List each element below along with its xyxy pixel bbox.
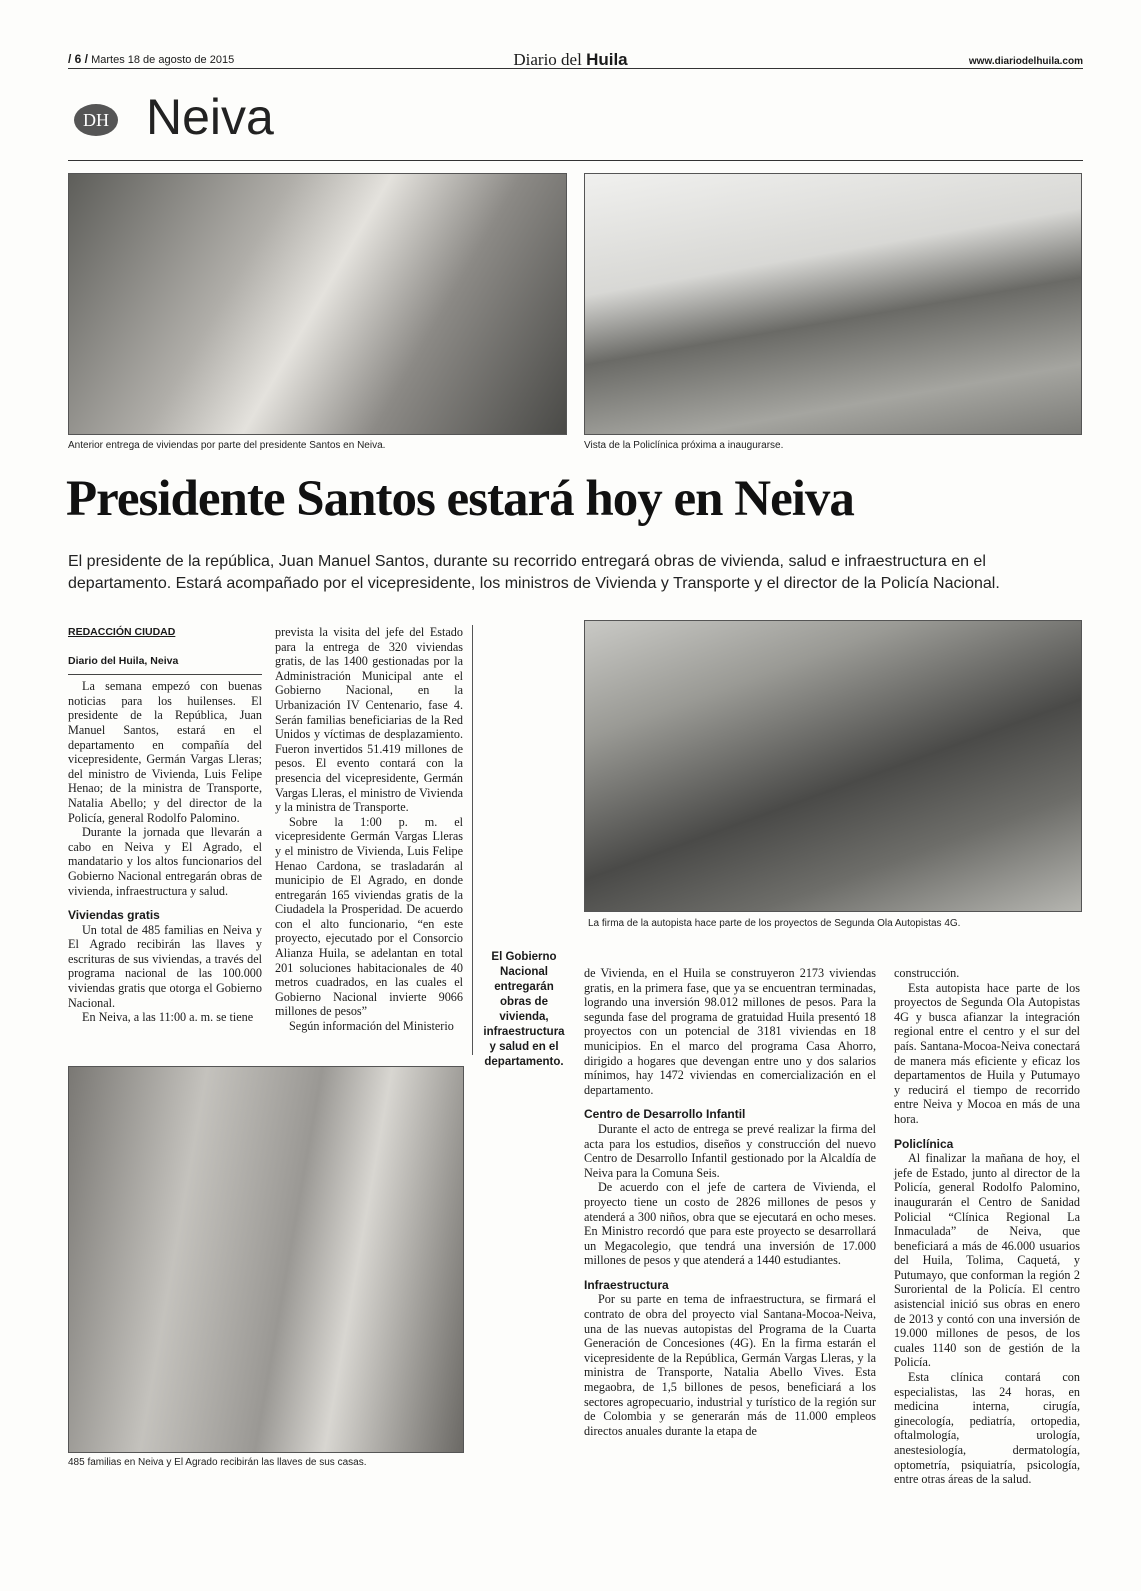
paragraph: La semana empezó con buenas noticias para los huilenses. El presidente de la República, Juan Manuel Santos, estará en el departamento en compañía del vicepresidente, Germán Vargas Lleras; del ministro de Vivienda, Luis Felipe Henao; de la ministra de Transporte, Natalia Abello; y del director de la Policía, general Rodolfo Palomino. <box>68 679 262 825</box>
paragraph: Sobre la 1:00 p. m. el vicepresidente Germán Vargas Lleras y el ministro de Vivienda, Luis Felipe Henao Cardona, se trasladarán al municipio de El Agrado, en donde entregarán 165 viviendas gratis de la Ciudadela la Prosperidad. De acuerdo con el alto funcionario, “en este proyecto, ejecutado por el Consorcio Alianza Huila, se adelantan en total 201 soluciones habitacionales de 40 metros cuadrados, en las cuales el Gobierno Nacional invierte 9066 millones de pesos” <box>275 814 463 1019</box>
section-rule <box>68 160 1083 161</box>
column-4 <box>894 966 1080 1487</box>
newspaper-name-part1: Diario del <box>513 50 582 69</box>
paragraph: prevista la visita del jefe del Estado para la entrega de 320 viviendas gratis, de las 1400 gestionadas por la Administración Municipal ante el Gobierno Nacional, en la Urbanización IV Centenario, fase 4. Serán familias beneficiarias de la Red Unidos y víctimas de desplazamiento. Fueron invertidos 51.419 millones de pesos. El evento contará con la presencia del vicepresidente, Germán Vargas Lleras, el ministro de Vivienda y la ministra de Transporte. <box>275 625 463 815</box>
paragraph: Esta clínica contará con especialistas, las 24 horas, en medicina interna, cirugía, ginecología, pediatría, ortopedia, oftalmología, urología, anestesiología, dermatología, optometría, psiquiatría, psicología, entre otras áreas de la salud. <box>894 1370 1080 1487</box>
photo-families <box>68 1066 464 1453</box>
caption-families: 485 familias en Neiva y El Agrado recibirán las llaves de sus casas. <box>68 1457 367 1468</box>
byline-desk: REDACCIÓN CIUDAD <box>68 626 176 638</box>
caption-housing-delivery: Anterior entrega de viviendas por parte del presidente Santos en Neiva. <box>68 440 386 451</box>
column-2 <box>275 625 463 1034</box>
subheading-viviendas: Viviendas gratis <box>68 908 160 923</box>
newspaper-name-part2: Huila <box>586 50 628 69</box>
byline-rule <box>68 674 262 675</box>
paragraph: En Neiva, a las 11:00 a. m. se tiene <box>82 1010 254 1025</box>
photo-housing-delivery <box>68 173 567 435</box>
dh-logo: DH <box>74 104 118 136</box>
caption-autopista: La firma de la autopista hace parte de los proyectos de Segunda Ola Autopistas 4G. <box>588 918 961 929</box>
website: www.diariodelhuila.com <box>968 56 1083 67</box>
paragraph: Esta autopista hace parte de los proyectos de Segunda Ola Autopistas 4G y busca afianzar la integración regional entre el centro y el sur del país. Santana-Mocoa-Neiva conectará de manera más eficiente y eficaz los departamentos de Huila y Putumayo y reducirá el tiempo de recorrido entre Neiva y Mocoa en más de una hora. <box>894 980 1080 1126</box>
subheading-policlinica: Policlínica <box>894 1136 954 1151</box>
photo-autopista <box>584 620 1082 912</box>
page-number: / 6 / <box>68 52 89 66</box>
subheading-cdi: Centro de Desarrollo Infantil <box>584 1107 746 1122</box>
subheading-infraestructura: Infraestructura <box>584 1277 669 1292</box>
paragraph: Durante el acto de entrega se prevé realizar la firma del acta para los estudios, diseños y construcción del nuevo Centro de Desarrollo Infantil gestionado por la Alcaldía de Neiva para la Comuna Seis. <box>584 1121 876 1180</box>
headline: Presidente Santos estará hoy en Neiva <box>66 471 854 527</box>
pull-quote: El Gobierno Nacional entregarán obras de vivienda, infraestructura y salud en el departamento. <box>483 951 565 1068</box>
column-1 <box>68 625 262 1025</box>
byline-source: Diario del Huila, Neiva <box>68 654 179 667</box>
section-title: Neiva <box>146 89 274 145</box>
column-3 <box>584 966 876 1438</box>
paragraph: Un total de 485 familias en Neiva y El Agrado recibirán las llaves y escrituras de sus viviendas, a través del programa nacional de las 100.000 viviendas gratis que otorga el Gobierno Nacional. <box>68 922 262 1010</box>
paragraph: construcción. <box>894 966 960 980</box>
issue-date: Martes 18 de agosto de 2015 <box>91 54 235 66</box>
column-divider <box>472 625 473 1055</box>
paragraph: Por su parte en tema de infraestructura, se firmará el contrato de obra del proyecto vial Santana-Mocoa-Neiva, una de las nuevas autopistas del Programa de la Cuarta Generación de Concesiones (4G). En la firma estarán el vicepresidente de la República, Germán Vargas Lleras, y la ministra de Transporte, Natalia Abello Vives. Esta megaobra, de 1,5 billones de pesos, beneficiará a los sectores agropecuario, industrial y turístico de la región sur de Colombia y se generarán más de 11.000 empleos directos anuales durante la etapa de <box>584 1292 876 1438</box>
paragraph: Al finalizar la mañana de hoy, el jefe de Estado, junto al director de la Policía, general Rodolfo Palomino, inaugurarán el Centro de Sanidad Policial “Clínica Regional La Inmaculada” de Neiva, que beneficiará a más de 46.000 usuarios del Huila, Tolima, Caquetá, y Putumayo, que conforman la región 2 Suroriental de la Policía. El centro asistencial inició sus obras en enero de 2013 y contó con una inversión de 19.000 millones de pesos, de los cuales 1140 son de gestión de la Policía. <box>894 1151 1080 1370</box>
paragraph: de Vivienda, en el Huila se construyeron 2173 viviendas gratis, en la primera fase, que ya se encuentran terminadas, logrando una inversión 98.012 millones de pesos. Para la segunda fase del programa de gratuidad Huila presentó 18 proyectos con un potencial de 3181 viviendas en 18 municipios. En el marco del programa Casa Ahorro, dirigido a hogares que devengan entre uno y dos salarios mínimos, hay 1472 viviendas en comercialización en el departamento. <box>584 966 876 1097</box>
caption-policlinica: Vista de la Policlínica próxima a inaugurarse. <box>584 440 784 451</box>
header-rule <box>68 68 1083 69</box>
deck: El presidente de la república, Juan Manuel Santos, durante su recorrido entregará obras de vivienda, salud e infraestructura en el departamento. Estará acompañado por el vicepresidente, los ministros de Vivienda y Transporte y el director de la Policía Nacional. <box>68 553 1000 592</box>
paragraph: Durante la jornada que llevarán a cabo en Neiva y El Agrado, el mandatario y los altos funcionarios del Gobierno Nacional entregarán obras de vivienda, infraestructura y salud. <box>68 825 262 898</box>
paragraph: De acuerdo con el jefe de cartera de Vivienda, el proyecto tiene un costo de 2826 millones de pesos y atenderá a 300 niños, obra que se ejecutará en ocho meses. En Ministro recordó que para este proyecto se desarrollará un Megacolegio, que tendrá una inversión de 17.000 millones de pesos y que atenderá a 1440 estudiantes. <box>584 1180 876 1268</box>
photo-policlinica <box>584 173 1082 435</box>
paragraph: Según información del Ministerio <box>289 1019 454 1034</box>
